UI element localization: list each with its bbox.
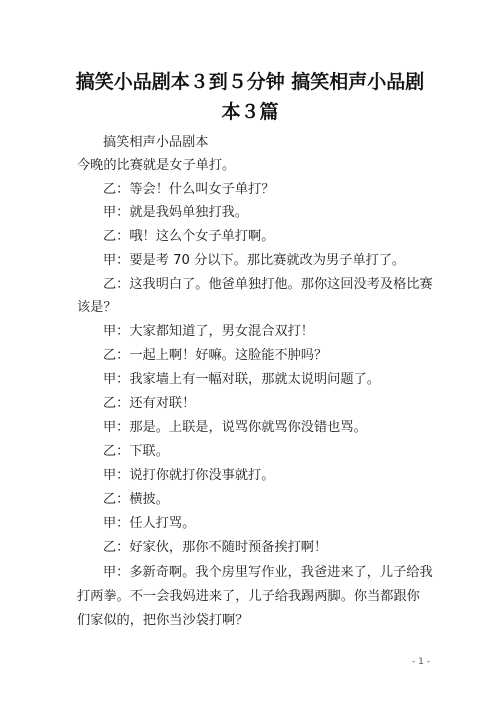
dialogue-line: 乙：等会！什么叫女子单打？ — [103, 182, 275, 197]
dialogue-line: 乙：哦！这么个女子单打啊。 — [103, 229, 275, 244]
dialogue-line: 乙：还有对联！ — [103, 396, 196, 411]
dialogue-line: 甲：说打你就打你没事就打。 — [103, 468, 275, 483]
page-number: - 1 - — [412, 657, 430, 667]
dialogue-line: 乙：下联。 — [103, 444, 169, 459]
document-title-line-2: 本３篇 — [221, 101, 279, 123]
dialogue-line-continued: 们家似的，把你当沙袋打啊？ — [77, 613, 249, 628]
dialogue-line: 甲：我家墙上有一幅对联，那就太说明问题了。 — [103, 372, 380, 387]
dialogue-line-continued: 该是？ — [77, 300, 117, 315]
dialogue-line: 甲：多新奇啊。我个房里写作业，我爸进来了，儿子给我 — [103, 565, 433, 580]
dialogue-line: 甲：任人打骂。 — [103, 516, 196, 531]
section-heading: 搞笑相声小品剧本 — [103, 135, 209, 150]
dialogue-line: 甲：就是我妈单独打我。 — [103, 205, 249, 220]
dialogue-line: 甲：那是。上联是，说骂你就骂你没错也骂。 — [103, 420, 367, 435]
dialogue-line: 乙：好家伙，那你不随时预备挨打啊！ — [103, 540, 328, 555]
dialogue-line: 甲：要是考 70 分以下。那比赛就改为男子单打了。 — [103, 253, 406, 268]
dialogue-line: 甲：大家都知道了，男女混合双打！ — [103, 324, 314, 339]
dialogue-line: 乙：这我明白了。他爸单独打他。那你这回没考及格比赛 — [103, 277, 433, 292]
document-title-line-1: 搞笑小品剧本３到５分钟 搞笑相声小品剧 — [75, 71, 425, 93]
dialogue-line: 乙：横披。 — [103, 492, 169, 507]
dialogue-line: 乙：一起上啊！好嘛。这脸能不肿吗？ — [103, 348, 328, 363]
body-line: 今晚的比赛就是女子单打。 — [77, 158, 236, 173]
dialogue-line-continued: 打两拳。不一会我妈进来了，儿子给我踢两脚。你当都跟你 — [77, 589, 420, 604]
